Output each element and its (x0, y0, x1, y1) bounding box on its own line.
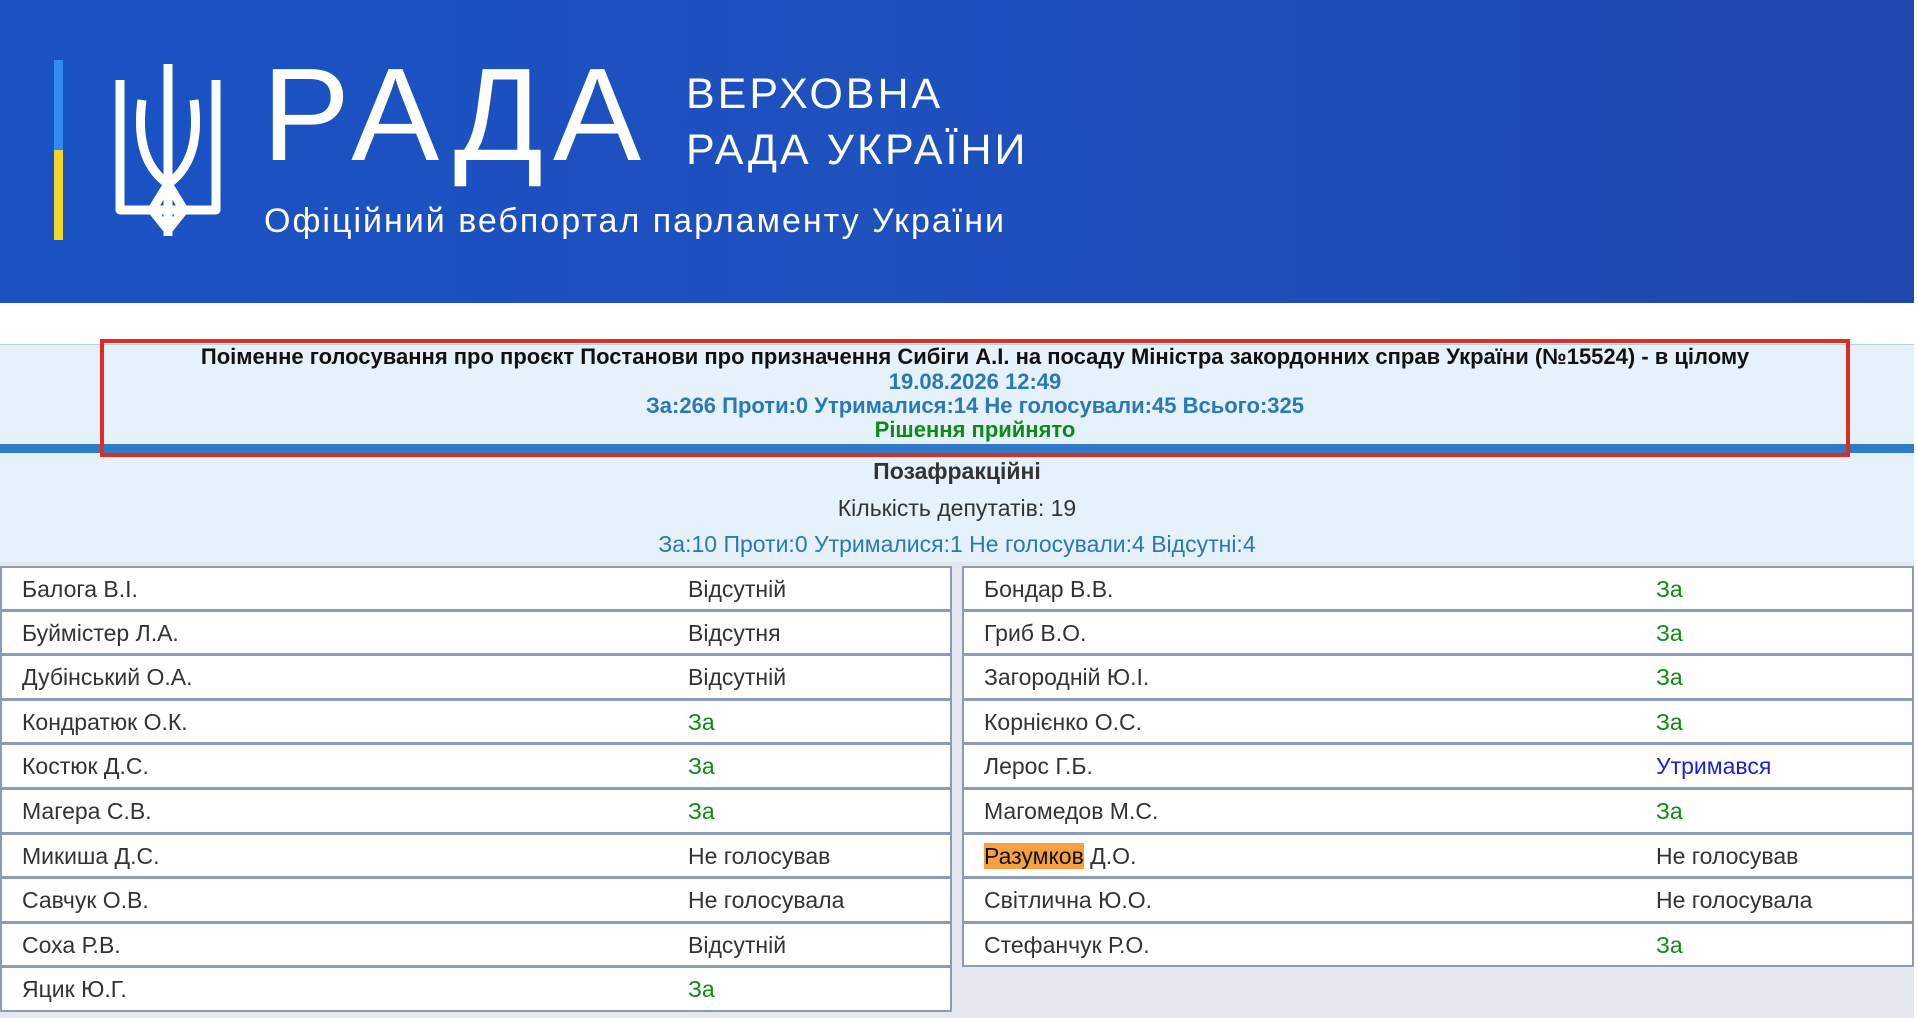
vote-totals: За:266 Проти:0 Утрималися:14 Не голосували:45 Всього:325 (645, 393, 1304, 418)
deputy-name[interactable]: Балога В.І. (22, 576, 138, 602)
table-row (962, 923, 1914, 968)
brand-title[interactable]: РАДА (262, 41, 652, 188)
deputy-name[interactable]: Магомедов М.С. (984, 797, 1159, 824)
deputy-name[interactable]: Корнієнко О.С. (984, 708, 1143, 735)
deputy-vote: За (1656, 619, 1683, 646)
table-row (0, 967, 952, 1012)
deputy-vote: За (1656, 797, 1683, 824)
deputy-vote: За (1656, 931, 1683, 958)
deputy-name[interactable]: Соха Р.В. (22, 931, 121, 958)
deputy-vote: Відсутній (688, 931, 787, 958)
deputy-name[interactable]: Загородній Ю.І. (984, 664, 1150, 691)
table-row (0, 700, 952, 745)
deputy-name[interactable] (984, 843, 1136, 870)
deputy-name[interactable]: Яцик Ю.Г. (22, 976, 127, 1003)
deputies-table (0, 562, 1914, 1018)
brand-subtitle-line1: ВЕРХОВНА (686, 70, 944, 118)
deputy-vote: Відсутній (688, 576, 787, 602)
deputy-name[interactable]: Костюк Д.С. (22, 753, 149, 780)
table-row (962, 611, 1914, 656)
brand-subtitle-line2: РАДА УКРАЇНИ (686, 126, 1029, 174)
deputy-name[interactable]: Магера С.В. (22, 797, 152, 824)
deputy-name[interactable]: Микиша Д.С. (22, 842, 160, 869)
table-row (0, 789, 952, 834)
deputy-vote: За (688, 976, 715, 1003)
search-highlight: Разумков (984, 842, 1084, 869)
table-row (962, 566, 1914, 611)
table-row (0, 834, 952, 879)
deputy-vote: За (688, 797, 715, 824)
deputy-vote: Не голосував (1656, 842, 1799, 869)
deputy-vote: За (688, 753, 715, 780)
deputy-vote: Не голосувала (1656, 887, 1813, 914)
table-row (962, 744, 1914, 789)
deputy-vote: Не голосувала (688, 887, 845, 914)
vote-datetime: 19.08.2026 12:49 (888, 369, 1062, 394)
table-row (0, 611, 952, 656)
deputy-name[interactable]: Бондар В.В. (984, 576, 1114, 602)
table-row (0, 566, 952, 611)
deputy-vote: Відсутній (688, 664, 787, 691)
highlight-frame (100, 339, 1850, 457)
deputy-name[interactable]: Кондратюк О.К. (22, 708, 188, 735)
deputy-name-rest: Д.О. (1083, 842, 1137, 869)
deputies-left-column (0, 566, 952, 1012)
deputy-vote: За (688, 708, 715, 735)
deputy-vote: Утримався (1656, 753, 1772, 780)
faction-count: Кількість депутатів: 19 (837, 495, 1077, 521)
deputy-vote: За (1656, 708, 1683, 735)
faction-totals: За:10 Проти:0 Утрималися:1 Не голосували:4 Відсутні:4 (658, 531, 1256, 557)
deputy-name[interactable]: Савчук О.В. (22, 887, 149, 914)
deputy-vote: За (1656, 664, 1683, 691)
table-row (0, 923, 952, 968)
deputies-right-column (962, 566, 1914, 967)
deputy-name[interactable]: Стефанчук Р.О. (984, 931, 1150, 958)
deputy-vote: За (1656, 576, 1683, 602)
deputy-name[interactable]: Лерос Г.Б. (984, 753, 1093, 780)
flag-bar (54, 60, 63, 240)
table-row (0, 878, 952, 923)
table-row (0, 655, 952, 700)
deputy-vote: Не голосував (688, 842, 831, 869)
brand-subtitle (686, 66, 1028, 178)
site-header (0, 0, 1914, 303)
vote-result: Рішення прийнято (874, 417, 1076, 442)
deputy-name[interactable]: Світлична Ю.О. (984, 887, 1153, 914)
deputy-name[interactable]: Гриб В.О. (984, 619, 1087, 646)
deputy-vote: Відсутня (688, 619, 781, 646)
table-row (962, 655, 1914, 700)
vote-title: Поіменне голосування про проєкт Постанови про призначення Сибіги А.І. на посаду Міністра закордонних справ України (№15524) - в цілому (200, 344, 1750, 369)
table-row (962, 789, 1914, 834)
portal-tagline: Офіційний вебпортал парламенту України (264, 202, 1007, 240)
table-row (962, 700, 1914, 745)
faction-name: Позафракційні (873, 458, 1041, 484)
trident-logo-icon[interactable] (112, 60, 224, 240)
table-row (0, 744, 952, 789)
deputy-name[interactable]: Дубінський О.А. (22, 664, 193, 691)
table-row (962, 834, 1914, 879)
table-row (962, 878, 1914, 923)
deputy-name[interactable]: Буймістер Л.А. (22, 619, 179, 646)
